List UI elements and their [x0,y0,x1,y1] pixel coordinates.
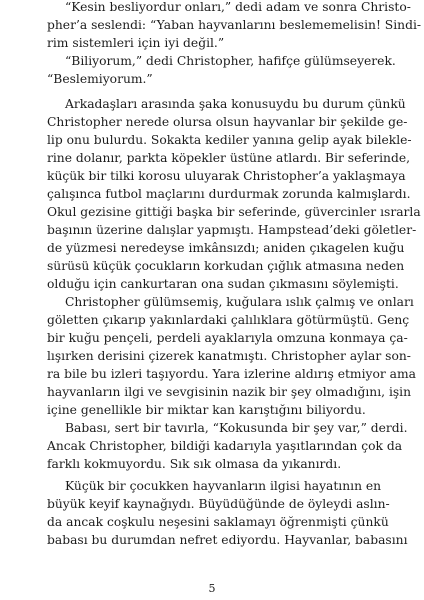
text-line: farklı kokmuyordu. Sık sık olmasa da yıkanırdı. [47,457,342,471]
text-line: de yüzmesi neredeyse imkânsızdı; aniden çıkagelen kuğu [47,241,405,255]
text-line: rine dolanır, parkta köpekler üstüne atlardı. Bir seferinde, [47,151,411,165]
text-line: Babası, sert bir tavırla, “Kokusunda bir şey var,” derdi. [65,421,408,435]
text-line: ra bile bu izleri taşıyordu. Yara izlerine aldırış etmiyor ama [47,367,416,381]
text-line: Ancak Christopher, bildiği kadarıyla yaşıtlarından çok da [47,439,403,453]
text-line: lışırken derisini çizerek kanatmıştı. Christopher aylar son- [47,349,411,363]
text-line: “Kesin besliyordur onları,” dedi adam ve sonra Christo- [65,0,411,14]
text-line: Christopher gülümsemiş, kuğulara ıslık çalmış ve onları [65,295,414,309]
text-line: büyük keyif kaynağıydı. Büyüdüğünde de öyleydi aslın- [47,497,390,511]
text-line: pher’a seslendi: “Yaban hayvanlarını beslememelisin! Sindi- [47,18,422,32]
text-line: göletten çıkarıp yakınlardaki çalılıklara götürmüştü. Genç [47,313,410,327]
text-line: Okul gezisine gittiği başka bir seferinde, güvercinler ısrarla [47,205,421,219]
text-line: içine genellikle bir miktar kan karıştığını biliyordu. [47,403,366,417]
text-line: çalışınca futbol maçlarını durdurmak zorunda kalmışlardı. [47,187,411,201]
text-line: Arkadaşları arasında şaka konusuydu bu durum çünkü [65,97,406,111]
page-number: 5 [208,582,216,595]
text-line: “Beslemiyorum.” [47,72,153,86]
text-line: sürüsü küçük çocukların korkudan çığlık atmasına neden [47,259,405,273]
text-line: hayvanların ilgi ve sevgisinin nazik bir şey olmadığını, işin [47,385,412,399]
text-line: Küçük bir çocukken hayvanların ilgisi hayatının en [65,479,382,493]
text-line: da ancak coşkulu neşesini saklamayı öğrenmişti çünkü [47,515,389,529]
text-line: babası bu durumdan nefret ediyordu. Hayvanlar, babasını [47,533,408,547]
text-line: olduğu için cankurtaran ona sudan çıkmasını söylemişti. [47,277,399,291]
text-line: rim sistemleri için iyi değil.” [47,36,225,50]
text-line: “Biliyorum,” dedi Christopher, hafifçe gülümseyerek. [65,54,396,68]
text-line: bir kuğu pençeli, perdeli ayaklarıyla omzuna konmaya ça- [47,331,408,345]
text-line: Christopher nerede olursa olsun hayvanlar bir şekilde ge- [47,115,408,129]
text-line: lip onu bulurdu. Sokakta kediler yanına gelip ayak bilekle- [47,133,412,147]
text-line: küçük bir tilki korosu uluyarak Christopher’a yaklaşmaya [47,169,406,183]
text-line: başının üzerine dalışlar yapmıştı. Hampstead’deki göletler- [47,223,417,237]
